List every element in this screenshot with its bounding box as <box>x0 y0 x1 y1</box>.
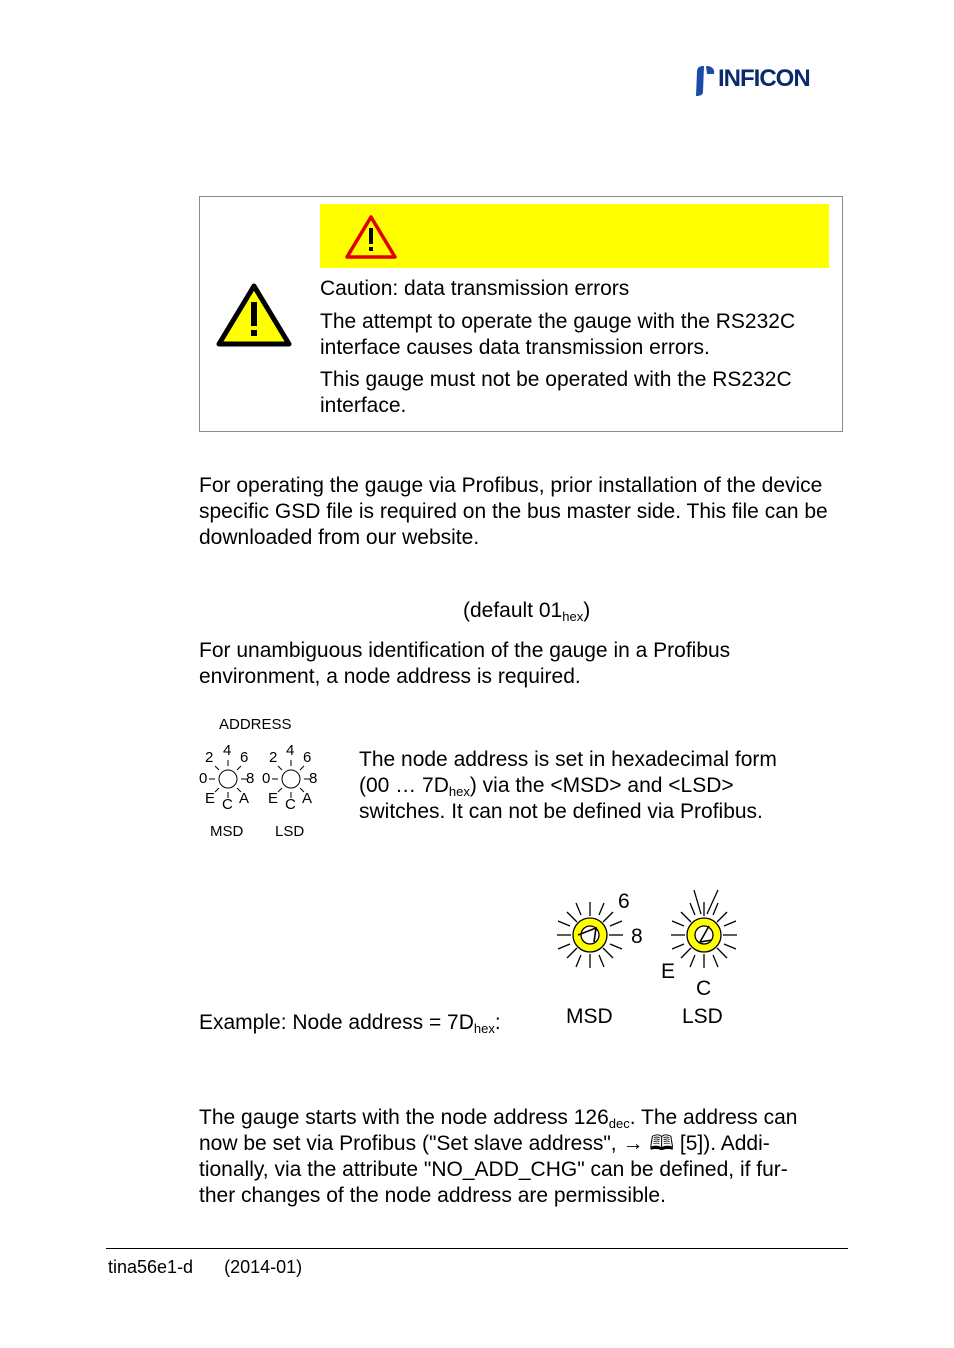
msd-digit-right: 8 <box>246 770 255 787</box>
caution-title: Caution: data transmission errors <box>320 277 630 300</box>
example-lsd-switch <box>671 890 737 968</box>
intro-paragraph: For operating the gauge via Profibus, prior installation of the device specific GSD file is required on the bus master side. This file can be downloaded from our website. <box>199 474 828 549</box>
caution-paragraph-1: The attempt to operate the gauge with the RS232C interface causes data transmission errors. <box>320 310 796 359</box>
example-lsd-label: LSD <box>682 1005 723 1028</box>
footer-rule <box>106 1248 848 1249</box>
slave-line-4: ther changes of the node address are permissible. <box>199 1184 666 1207</box>
slave-line-1: The gauge starts with the node address $126_{dec}$. The address can <box>199 1106 798 1131</box>
lsd-digit-right: 8 <box>309 770 318 787</box>
example-msd-label: MSD <box>566 1005 613 1028</box>
msd-digit-lower-right: A <box>239 790 250 807</box>
example-lsd-digit-c: C <box>696 977 712 1000</box>
inficon-logo <box>694 62 846 98</box>
address-desc-line-3: switches. It can not be defined via Profibus. <box>359 800 763 823</box>
example-lsd-digit-e: E <box>661 960 676 983</box>
footer-doc-id: tina56e1-d <box>108 1257 194 1277</box>
msd-digit-upper-right: 6 <box>240 749 249 766</box>
msd-digit-bottom: C <box>222 796 233 813</box>
footer <box>108 1257 302 1278</box>
lsd-digit-bottom: C <box>285 796 296 813</box>
lsd-digit-top: 4 <box>286 742 295 759</box>
address-desc-line-1: The node address is set in hexadecimal form <box>359 748 777 771</box>
footer-date: (2014-01) <box>224 1257 303 1277</box>
inficon-logo-mark <box>694 62 718 98</box>
example-msd-digit-8: 8 <box>631 925 643 948</box>
brand-name: INFICON <box>718 65 810 92</box>
msd-digit-left: 0 <box>199 770 208 787</box>
msd-digit-lower-left: E <box>205 790 216 807</box>
lsd-switch <box>262 742 317 813</box>
warning-triangle-icon <box>344 214 398 260</box>
warning-triangle-icon <box>215 282 293 348</box>
lsd-digit-left: 0 <box>262 770 271 787</box>
node-address-paragraph: For unambiguous identification of the gauge in a Profibus environment, a node address is required. <box>199 639 731 688</box>
address-label: ADDRESS <box>219 716 292 733</box>
example-msd-digit-6: 6 <box>618 890 630 913</box>
slave-line-2: now be set via Profibus ("Set slave address", → 🕮 [5]). Addi- <box>199 1132 770 1155</box>
default-address: (default $01_{hex}$) <box>463 599 591 624</box>
caution-paragraph-2: This gauge must not be operated with the RS232C interface. <box>320 368 792 417</box>
lsd-digit-upper-left: 2 <box>269 749 278 766</box>
example-msd-switch <box>557 902 623 968</box>
lsd-digit-lower-right: A <box>302 790 313 807</box>
lsd-digit-upper-right: 6 <box>303 749 312 766</box>
msd-label: MSD <box>210 823 244 840</box>
address-desc-line-2: (00 … $7D_{hex}$) via the <MSD> and <LSD> <box>359 774 734 799</box>
msd-switch <box>199 742 254 813</box>
address-switches-diagram <box>196 737 326 845</box>
slave-line-3: tionally, via the attribute "NO_ADD_CHG" can be defined, if fur- <box>199 1158 788 1181</box>
example-label: Example: Node address = $7D_{hex}$: <box>199 1011 501 1036</box>
msd-digit-top: 4 <box>223 742 232 759</box>
example-switches-diagram <box>534 880 758 1032</box>
lsd-label: LSD <box>275 823 305 840</box>
lsd-digit-lower-left: E <box>268 790 279 807</box>
msd-digit-upper-left: 2 <box>205 749 214 766</box>
